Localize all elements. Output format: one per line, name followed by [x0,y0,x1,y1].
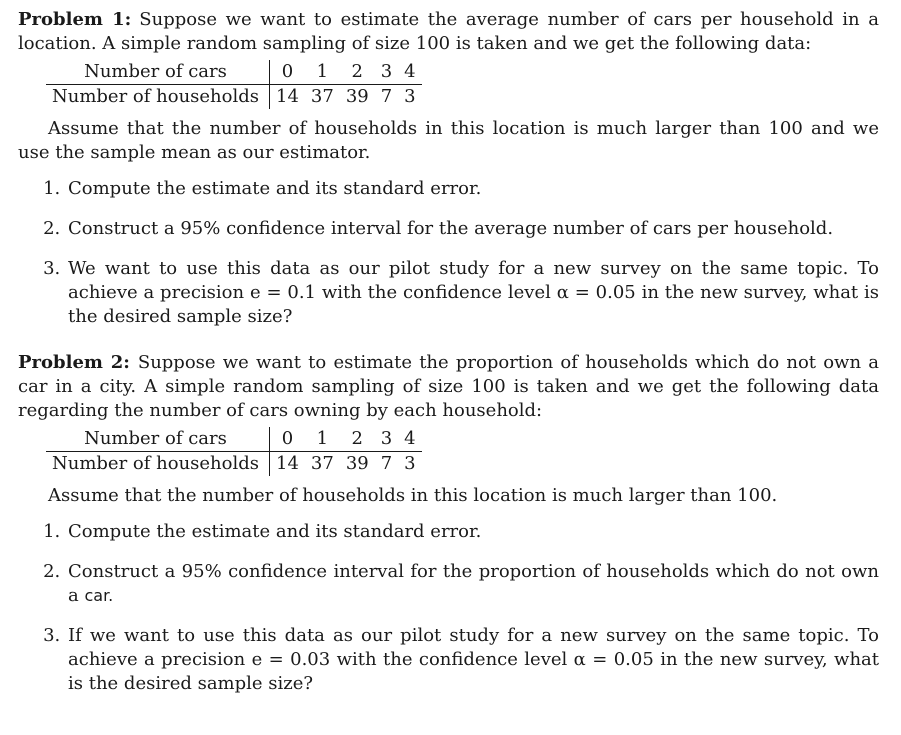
table-cell: 7 [380,453,393,474]
table-cell: 7 [380,86,393,107]
table-cell: 3 [404,86,416,107]
problem-2-intro [18,351,879,423]
row-label: Number of households [46,452,270,477]
problem-2-intro-text: Suppose we want to estimate the proportion of households which do not own a car in a city. A simple random sampling of size 100 is taken and we get the following data regarding the number of cars owning by each household: [18,352,879,421]
table-cell: 14 [276,453,299,474]
table-cell: 3 [404,453,416,474]
table-cell: 39 [345,86,369,107]
table-cell: 2 [340,60,375,85]
row-label: Number of cars [46,427,270,452]
question-item: 3. We want to use this data as our pilot study for a new survey on the same topic. To achieve a precision e = 0.1 with the confidence level α = 0.05 in the new survey, what is the desired sample size? [66,257,879,329]
table-cell: 3 [375,427,398,452]
table-cell: 3 [375,60,398,85]
question-item: 2. Construct a 95% confidence interval for the average number of cars per household. [66,217,879,241]
table-row [46,452,422,477]
problem-1-intro [18,8,879,56]
problem-2 [18,351,879,696]
problem-2-label: Problem 2: [18,352,130,373]
problem-1 [18,8,879,329]
table-cell: 4 [398,427,421,452]
problem-1-assumption: Assume that the number of households in this location is much larger than 100 and we use the sample mean as our estimator. [18,118,879,163]
table-cell: 0 [270,60,305,85]
problem-1-intro-text: Suppose we want to estimate the average number of cars per household in a location. A simple random sampling of size 100 is taken and we get the following data: [18,9,879,54]
table-cell: 37 [310,453,334,474]
question-item: 1. Compute the estimate and its standard error. [66,520,879,544]
table-cell: 0 [270,427,305,452]
problem-1-questions [18,177,879,329]
problem-2-assumption: Assume that the number of households in this location is much larger than 100. [48,485,778,506]
question-text: Construct a 95% confidence interval for the proportion of households which do not own a [68,561,879,606]
table-cell: 37 [310,86,334,107]
problem-2-data-table [46,427,422,476]
problem-1-data-table [46,60,422,109]
table-row [46,60,422,85]
question-item: 3. If we want to use this data as our pilot study for a new survey on the same topic. To achieve a precision e = 0.03 with the confidence level α = 0.05 in the new survey, what is the desired sample size? [66,624,879,696]
table-cell: 1 [305,60,340,85]
table-cell: 39 [345,453,369,474]
question-item [66,560,879,608]
table-cell: 4 [398,60,421,85]
problem-2-questions [18,520,879,696]
table-cell: 14 [276,86,299,107]
table-row [46,427,422,452]
question-tail: car. [84,586,114,605]
problem-1-label: Problem 1: [18,9,132,30]
table-cell: 2 [340,427,375,452]
row-label: Number of cars [46,60,270,85]
row-label: Number of households [46,85,270,110]
table-row [46,85,422,110]
question-item: 1. Compute the estimate and its standard error. [66,177,879,201]
table-cell: 1 [305,427,340,452]
